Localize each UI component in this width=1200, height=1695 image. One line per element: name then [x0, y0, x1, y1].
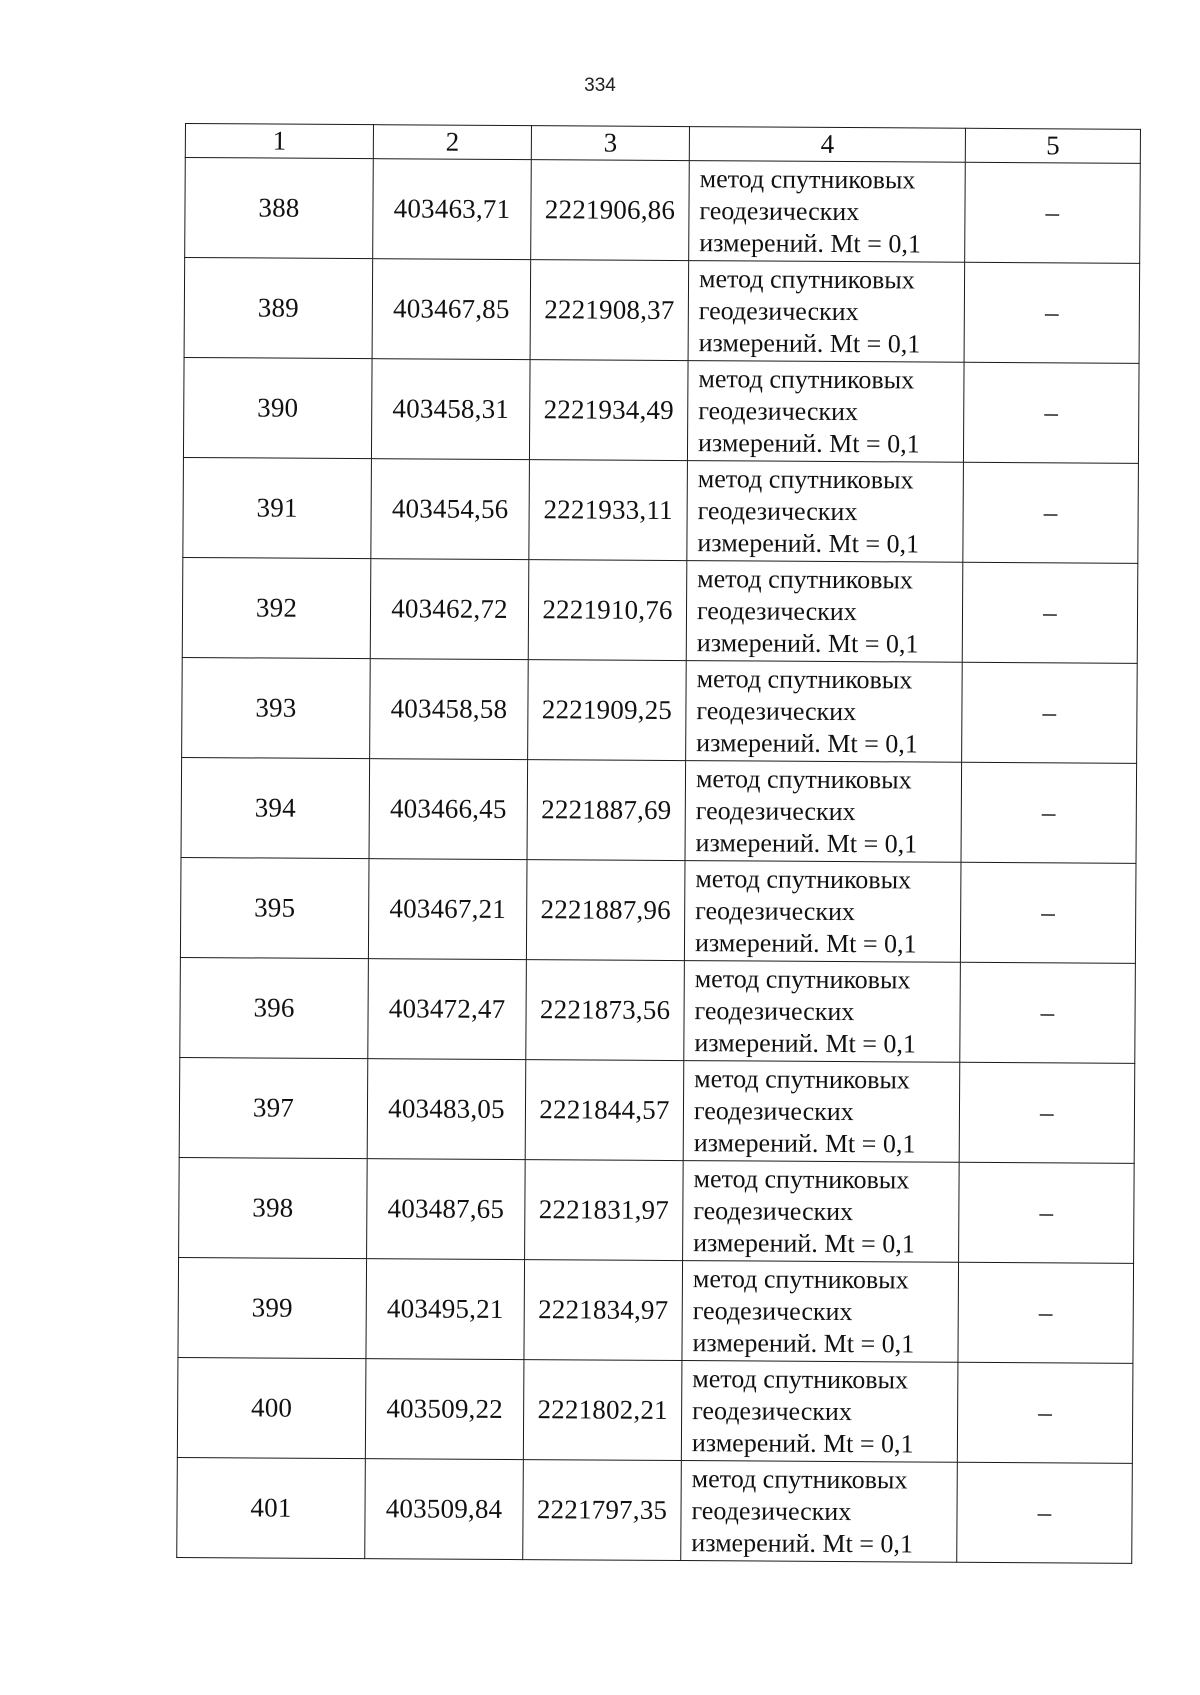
y-coordinate-cell: 2221844,57 — [525, 1060, 684, 1161]
method-text-line: метод спутниковых — [691, 1463, 908, 1494]
method-cell — [682, 1261, 959, 1363]
table-body — [177, 124, 1141, 1564]
table-row — [177, 1457, 1133, 1563]
table-row — [181, 757, 1137, 863]
x-coordinate-cell: 403467,85 — [372, 259, 531, 360]
method-text-line: метод спутниковых — [692, 1263, 909, 1294]
method-text-line: измерений. Mt = 0,1 — [696, 627, 919, 658]
method-cell — [681, 1361, 958, 1463]
method-text-line: геодезических — [698, 395, 859, 426]
y-coordinate-cell: 2221908,37 — [530, 260, 689, 361]
x-coordinate-cell: 403454,56 — [371, 459, 530, 560]
page-number: 334 — [584, 75, 616, 96]
table-row — [179, 1057, 1135, 1163]
method-text-line: геодезических — [696, 595, 857, 626]
method-cell — [681, 1461, 958, 1563]
y-coordinate-cell: 2221906,86 — [531, 160, 690, 261]
method-text-line: метод спутниковых — [698, 363, 915, 394]
point-number-cell: 391 — [183, 457, 372, 558]
x-coordinate-cell: 403509,22 — [365, 1359, 524, 1460]
y-coordinate-cell: 2221887,96 — [526, 860, 685, 961]
method-text-line: измерений. Mt = 0,1 — [693, 1127, 916, 1158]
method-cell — [684, 861, 961, 963]
table-row — [183, 457, 1139, 563]
method-cell — [686, 661, 963, 763]
method-text-line: измерений. Mt = 0,1 — [694, 1027, 917, 1058]
method-text-line: геодезических — [692, 1295, 853, 1326]
method-text-line: метод спутниковых — [696, 663, 913, 694]
column-header: 3 — [531, 126, 689, 161]
method-text-line: метод спутниковых — [697, 563, 914, 594]
x-coordinate-cell: 403472,47 — [368, 959, 527, 1060]
y-coordinate-cell: 2221802,21 — [523, 1360, 682, 1461]
method-text-line: измерений. Mt = 0,1 — [693, 1227, 915, 1258]
column5-cell: – — [960, 962, 1136, 1063]
y-coordinate-cell: 2221933,11 — [529, 460, 688, 561]
method-cell — [686, 561, 963, 663]
x-coordinate-cell: 403483,05 — [367, 1059, 526, 1160]
method-text-line: геодезических — [694, 995, 855, 1026]
x-coordinate-cell: 403463,71 — [373, 159, 532, 260]
point-number-cell: 393 — [182, 657, 371, 758]
table-row — [182, 657, 1138, 763]
column5-cell: – — [957, 1462, 1133, 1563]
table-row — [180, 857, 1136, 963]
y-coordinate-cell: 2221797,35 — [523, 1460, 682, 1561]
x-coordinate-cell: 403458,58 — [370, 659, 529, 760]
x-coordinate-cell: 403467,21 — [368, 859, 527, 960]
method-cell — [685, 761, 962, 863]
point-number-cell: 396 — [180, 957, 369, 1058]
table-row — [178, 1257, 1134, 1363]
table-row — [182, 557, 1138, 663]
column5-cell: – — [959, 1062, 1135, 1163]
method-cell — [689, 161, 966, 263]
column-header: 2 — [373, 125, 531, 160]
method-text-line: измерений. Mt = 0,1 — [699, 227, 921, 258]
column5-cell: – — [961, 762, 1137, 863]
point-number-cell: 401 — [177, 1457, 366, 1558]
table-row — [184, 258, 1140, 364]
point-number-cell: 394 — [181, 757, 370, 858]
table-row — [183, 357, 1139, 463]
table-row — [180, 957, 1136, 1063]
method-text-line: метод спутниковых — [693, 1163, 910, 1194]
method-text-line: измерений. Mt = 0,1 — [691, 1527, 914, 1558]
y-coordinate-cell: 2221831,97 — [525, 1160, 684, 1261]
y-coordinate-cell: 2221887,69 — [527, 760, 686, 861]
column5-cell: – — [963, 362, 1139, 463]
method-text-line: измерений. Mt = 0,1 — [698, 327, 921, 358]
method-text-line: метод спутниковых — [698, 263, 915, 294]
method-text-line: геодезических — [693, 1195, 854, 1226]
column-header: 5 — [965, 128, 1140, 163]
method-text-line: геодезических — [691, 1495, 852, 1526]
method-text-line: измерений. Mt = 0,1 — [695, 827, 918, 858]
column5-cell: – — [959, 1162, 1135, 1263]
coordinates-table — [176, 123, 1141, 1564]
table-row — [179, 1157, 1135, 1263]
column5-cell: – — [957, 1362, 1133, 1463]
method-text-line: метод спутниковых — [694, 963, 911, 994]
method-text-line: измерений. Mt = 0,1 — [692, 1327, 915, 1358]
point-number-cell: 397 — [179, 1057, 368, 1158]
y-coordinate-cell: 2221910,76 — [528, 560, 687, 661]
table-row — [177, 1357, 1133, 1463]
point-number-cell: 399 — [178, 1257, 367, 1358]
method-text-line: геодезических — [699, 195, 860, 226]
point-number-cell: 392 — [182, 557, 371, 658]
method-text-line: геодезических — [693, 1095, 854, 1126]
method-text-line: измерений. Mt = 0,1 — [697, 427, 920, 458]
point-number-cell: 395 — [180, 857, 369, 958]
method-cell — [683, 1161, 960, 1263]
method-text-line: измерений. Mt = 0,1 — [697, 527, 920, 558]
method-text-line: геодезических — [697, 495, 858, 526]
column5-cell: – — [963, 462, 1139, 563]
table-header-row — [185, 124, 1140, 164]
method-text-line: метод спутниковых — [692, 1363, 909, 1394]
coordinates-table-container — [176, 123, 1140, 1564]
column5-cell: – — [958, 1262, 1134, 1363]
method-cell — [683, 1061, 960, 1163]
x-coordinate-cell: 403462,72 — [370, 559, 529, 660]
x-coordinate-cell: 403487,65 — [367, 1159, 526, 1260]
column5-cell: – — [962, 562, 1138, 663]
method-text-line: геодезических — [698, 295, 859, 326]
point-number-cell: 389 — [184, 258, 373, 359]
method-text-line: геодезических — [695, 795, 856, 826]
method-text-line: геодезических — [692, 1395, 852, 1426]
x-coordinate-cell: 403509,84 — [365, 1459, 524, 1560]
y-coordinate-cell: 2221934,49 — [529, 360, 688, 461]
method-text-line: метод спутниковых — [694, 1063, 910, 1094]
method-text-line: измерений. Mt = 0,1 — [694, 927, 917, 958]
method-text-line: измерений. Mt = 0,1 — [696, 727, 918, 758]
method-text-line: метод спутниковых — [695, 863, 912, 894]
y-coordinate-cell: 2221873,56 — [526, 960, 685, 1061]
point-number-cell: 390 — [183, 357, 372, 458]
y-coordinate-cell: 2221834,97 — [524, 1260, 683, 1361]
column5-cell: – — [965, 162, 1141, 263]
method-text-line: геодезических — [695, 895, 856, 926]
point-number-cell: 398 — [179, 1157, 368, 1258]
x-coordinate-cell: 403495,21 — [366, 1259, 525, 1360]
column5-cell: – — [960, 862, 1136, 963]
column-header: 1 — [185, 124, 373, 159]
table-row — [185, 158, 1141, 264]
y-coordinate-cell: 2221909,25 — [528, 660, 687, 761]
method-text-line: метод спутниковых — [699, 163, 916, 194]
x-coordinate-cell: 403458,31 — [371, 359, 530, 460]
column-header: 4 — [689, 127, 965, 163]
method-text-line: геодезических — [696, 695, 857, 726]
method-text-line: метод спутниковых — [697, 463, 914, 494]
column5-cell: – — [964, 262, 1140, 363]
method-cell — [687, 461, 964, 563]
point-number-cell: 388 — [185, 158, 374, 259]
method-cell — [687, 361, 964, 463]
column5-cell: – — [962, 662, 1138, 763]
method-text-line: измерений. Mt = 0,1 — [691, 1427, 914, 1458]
point-number-cell: 400 — [177, 1357, 366, 1458]
method-text-line: метод спутниковых — [695, 763, 912, 794]
method-cell — [688, 261, 965, 363]
method-cell — [684, 961, 961, 1063]
x-coordinate-cell: 403466,45 — [369, 759, 528, 860]
